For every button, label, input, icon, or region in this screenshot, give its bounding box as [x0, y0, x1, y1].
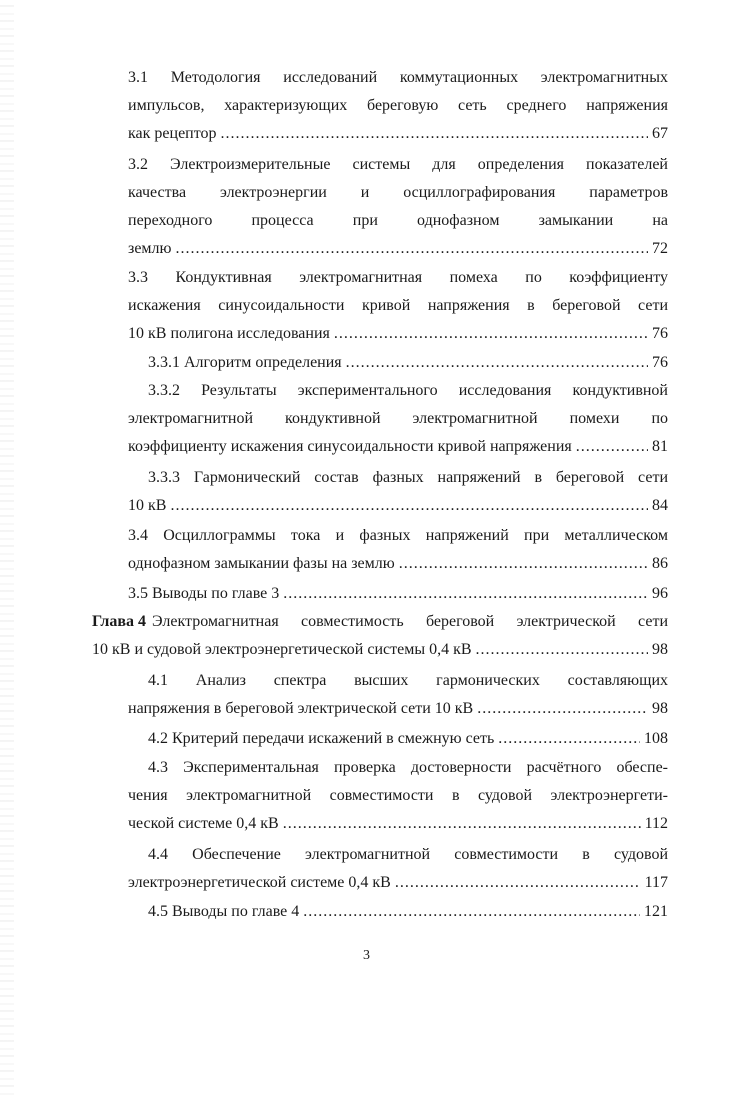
toc-line: 3.3.3 Гармонический состав фазных напряжений в береговой сети — [148, 469, 668, 486]
dot-leader — [498, 725, 640, 753]
toc-text: 4.2 Критерий передачи искажений в смежную сеть — [148, 730, 495, 747]
toc-entry-3-3 — [128, 264, 668, 348]
toc-entry-4-4 — [128, 841, 668, 897]
toc-text: 3.5 Выводы по главе 3 — [128, 585, 280, 602]
toc-line-leader — [128, 492, 668, 520]
toc-line: 4.3 Экспериментальная проверка достоверности расчётного обеспе- — [148, 759, 668, 776]
dot-leader — [283, 810, 641, 838]
toc-page-number: 67 — [652, 125, 668, 142]
toc-line-leader — [148, 349, 668, 377]
toc-line-leader — [128, 695, 668, 723]
dot-leader — [477, 695, 648, 723]
toc-text: ческой системе 0,4 кВ — [128, 815, 279, 832]
toc-page-number: 98 — [652, 700, 668, 717]
toc-entry-3-5 — [128, 580, 668, 608]
toc-text: 4.5 Выводы по главе 4 — [148, 903, 300, 920]
toc-text: 10 кВ и судовой электроэнергетической системы 0,4 кВ — [92, 641, 472, 658]
toc-line: качества электроэнергии и осциллографирования параметров — [128, 184, 668, 201]
toc-entry-3-4 — [128, 522, 668, 578]
toc-line-leader — [128, 120, 668, 148]
toc-text: 10 кВ полигона исследования — [128, 325, 330, 342]
toc-line-leader — [128, 810, 668, 838]
toc-line: электромагнитной кондуктивной электромагнитной помехи по — [128, 410, 668, 427]
toc-page-number: 96 — [652, 585, 668, 602]
toc-line-leader — [128, 869, 668, 897]
toc-entry-4-5 — [128, 898, 668, 926]
toc-text: электроэнергетической системе 0,4 кВ — [128, 874, 391, 891]
dot-leader — [334, 320, 648, 348]
toc-page-number: 86 — [652, 555, 668, 572]
toc-text: однофазном замыкании фазы на землю — [128, 555, 395, 572]
toc-entry-3-2 — [128, 151, 668, 263]
toc-line: импульсов, характеризующих береговую сеть среднего напряжения — [128, 97, 668, 114]
toc-text: 3.3.1 Алгоритм определения — [148, 354, 342, 371]
dot-leader — [395, 869, 641, 897]
toc-entry-3-3-2 — [128, 377, 668, 461]
toc-line: переходного процесса при однофазном замыкании на — [128, 212, 668, 229]
toc-text: Электромагнитная совместимость береговой электрической сети — [152, 613, 668, 630]
toc-line: 4.1 Анализ спектра высших гармонических составляющих — [148, 672, 668, 689]
toc-line-leader — [128, 580, 668, 608]
toc-entry-3-1 — [128, 64, 668, 148]
toc-page-number: 81 — [652, 438, 668, 455]
toc-text: как рецептор — [128, 125, 217, 142]
toc-entry-3-3-3 — [128, 464, 668, 520]
toc-line: 3.3 Кондуктивная электромагнитная помеха по коэффициенту — [128, 269, 668, 286]
toc-line: искажения синусоидальности кривой напряжения в береговой сети — [128, 297, 668, 314]
dot-leader — [303, 898, 640, 926]
dot-leader — [476, 636, 648, 664]
toc-page-number: 108 — [644, 730, 668, 747]
toc-line: чения электромагнитной совместимости в судовой электроэнергети- — [128, 787, 668, 804]
toc-entry-4-3 — [128, 754, 668, 838]
dot-leader — [175, 235, 648, 263]
dot-leader — [221, 120, 648, 148]
toc-line — [92, 608, 668, 636]
toc-entry-4-1 — [128, 667, 668, 723]
dot-leader — [346, 349, 648, 377]
toc-line: 3.2 Электроизмерительные системы для определения показателей — [128, 156, 668, 173]
toc-line-leader — [128, 725, 668, 753]
toc-line: 4.4 Обеспечение электромагнитной совместимости в судовой — [148, 846, 668, 863]
chapter-label: Глава 4 — [92, 613, 146, 630]
toc-line-leader — [92, 636, 668, 664]
toc-text: 10 кВ — [128, 497, 167, 514]
toc-text: коэффициенту искажения синусоидальности кривой напряжения — [128, 438, 572, 455]
dot-leader — [576, 433, 648, 461]
toc-entry-chapter-4 — [92, 608, 668, 664]
toc-line: 3.3.2 Результаты экспериментального исследования кондуктивной — [148, 382, 668, 399]
toc-entry-4-2 — [128, 725, 668, 753]
toc-page-number: 112 — [644, 815, 668, 832]
toc-page-number: 117 — [644, 874, 668, 891]
toc-line-leader — [128, 433, 668, 461]
scan-edge-noise — [0, 0, 14, 1100]
toc-text: землю — [128, 240, 172, 257]
dot-leader — [283, 580, 648, 608]
toc-line: 3.1 Методология исследований коммутационных электромагнитных — [128, 69, 668, 86]
toc-line: 3.4 Осциллограммы тока и фазных напряжений при металлическом — [128, 527, 668, 544]
toc-page-number: 76 — [652, 325, 668, 342]
toc-page-number: 72 — [652, 240, 668, 257]
dot-leader — [170, 492, 648, 520]
toc-page-number: 76 — [652, 354, 668, 371]
toc-line-leader — [128, 235, 668, 263]
dot-leader — [399, 550, 648, 578]
toc-page-number: 98 — [652, 641, 668, 658]
toc-line-leader — [128, 898, 668, 926]
toc-page-number: 121 — [644, 903, 668, 920]
toc-line-leader — [128, 550, 668, 578]
toc-entry-3-3-1 — [148, 349, 668, 377]
page-number: 3 — [363, 948, 370, 963]
toc-text: напряжения в береговой электрической сети 10 кВ — [128, 700, 474, 717]
toc-line-leader — [128, 320, 668, 348]
toc-page-number: 84 — [652, 497, 668, 514]
